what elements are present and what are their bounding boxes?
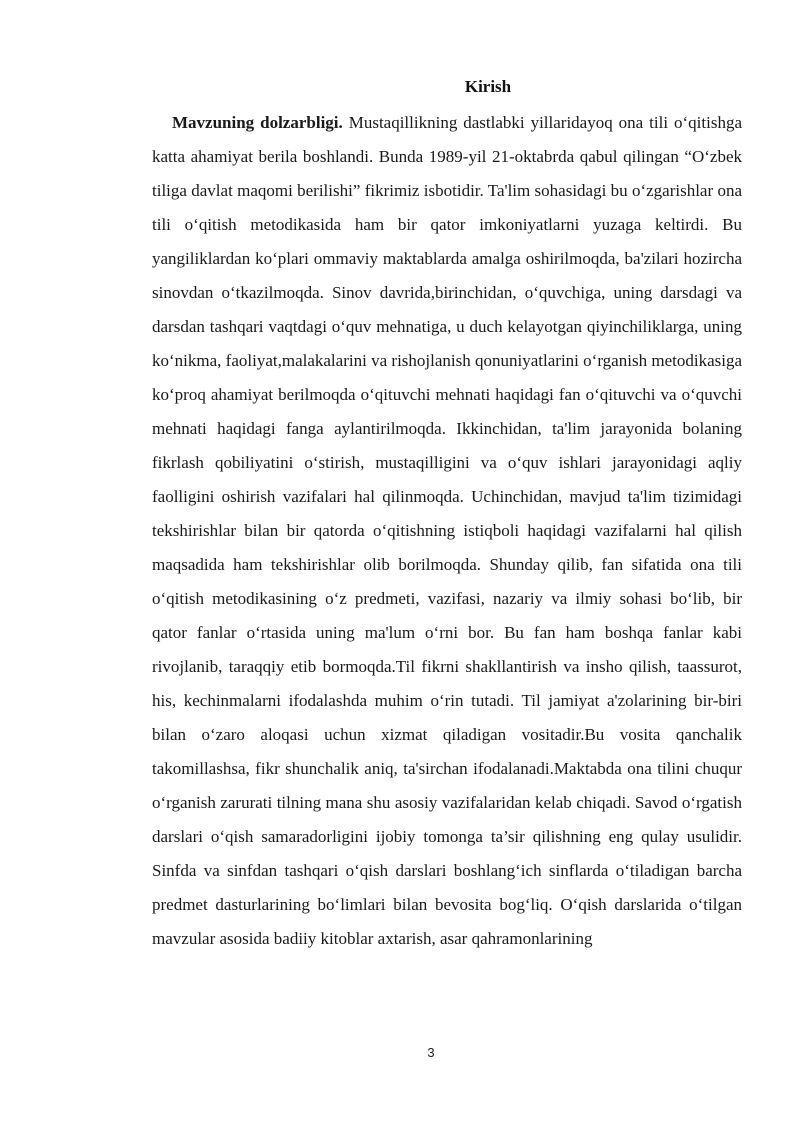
section-heading: Kirish — [464, 77, 512, 96]
body-paragraph — [152, 106, 742, 956]
paragraph-lead: Mavzuning dolzarbligi. — [172, 113, 343, 132]
paragraph-text: Mustaqillikning dastlabki yillaridayoq ona tili o‘qitishga katta ahamiyat berila boshlandi. Bunda 1989-yil 21-oktabrda qabul qilingan “O‘zbek tiliga davlat maqomi berilishi” fikrimiz isbotidir. Ta'lim sohasidagi bu o‘zgarishlar ona tili o‘qitish metodikasida ham bir qator imkoniyatlarni yuzaga keltirdi. Bu yangiliklardan ko‘plari ommaviy maktablarda amalga oshirilmoqda, ba'zilari hozircha sinovdan o‘tkazilmoqda. Sinov davrida,birinchidan, o‘quvchiga, uning darsdagi va darsdan tashqari vaqtdagi o‘quv mehnatiga, u duch kelayotgan qiyinchiliklarga, uning ko‘nikma, faoliyat,malakalarini va rishojlanish qonuniyatlarini o‘rganish metodikasiga ko‘proq ahamiyat berilmoqda o‘qituvchi mehnati haqidagi fan o‘qituvchi va o‘quvchi mehnati haqidagi fanga aylantirilmoqda. Ikkinchidan, ta'lim jarayonida bolaning fikrlash qobiliyatini o‘stirish, mustaqilligini va o‘quv ishlari jarayonidagi aqliy faolligini oshirish vazifalari hal qilinmoqda. Uchinchidan, mavjud ta'lim tizimidagi tekshirishlar bilan bir qatorda o‘qitishning istiqboli haqidagi vazifalarni hal qilish maqsadida ham tekshirishlar olib borilmoqda. Shunday qilib, fan sifatida ona tili o‘qitish metodikasining o‘z predmeti, vazifasi, nazariy va ilmiy sohasi bo‘lib, bir qator fanlar o‘rtasida uning ma'lum o‘rni bor. Bu fan ham boshqa fanlar kabi rivojlanib, taraqqiy etib bormoqda.Til fikrni shakllantirish va insho qilish, taassurot, his, kechinmalarni ifodalashda muhim o‘rin tutadi. Til jamiyat a'zolarining bir-biri bilan o‘zaro aloqasi uchun xizmat qiladigan vositadir.Bu vosita qanchalik takomillashsa, fikr shunchalik aniq, ta'sirchan ifodalanadi.Maktabda ona tilini chuqur o‘rganish zarurati tilning mana shu asosiy vazifalaridan kelab chiqadi. Savod o‘rgatish darslari o‘qish samaradorligini ijobiy tomonga ta’sir qilishning eng qulay usulidir. Sinfda va sinfdan tashqari o‘qish darslari boshlang‘ich sinflarda o‘tiladigan barcha predmet dasturlarining bo‘limlari bilan bevosita bog‘liq. O‘qish darslarida o‘tilgan mavzular asosida badiiy kitoblar axtarish, asar qahramonlarining — [152, 113, 742, 948]
page-number: 3 — [427, 1045, 435, 1060]
